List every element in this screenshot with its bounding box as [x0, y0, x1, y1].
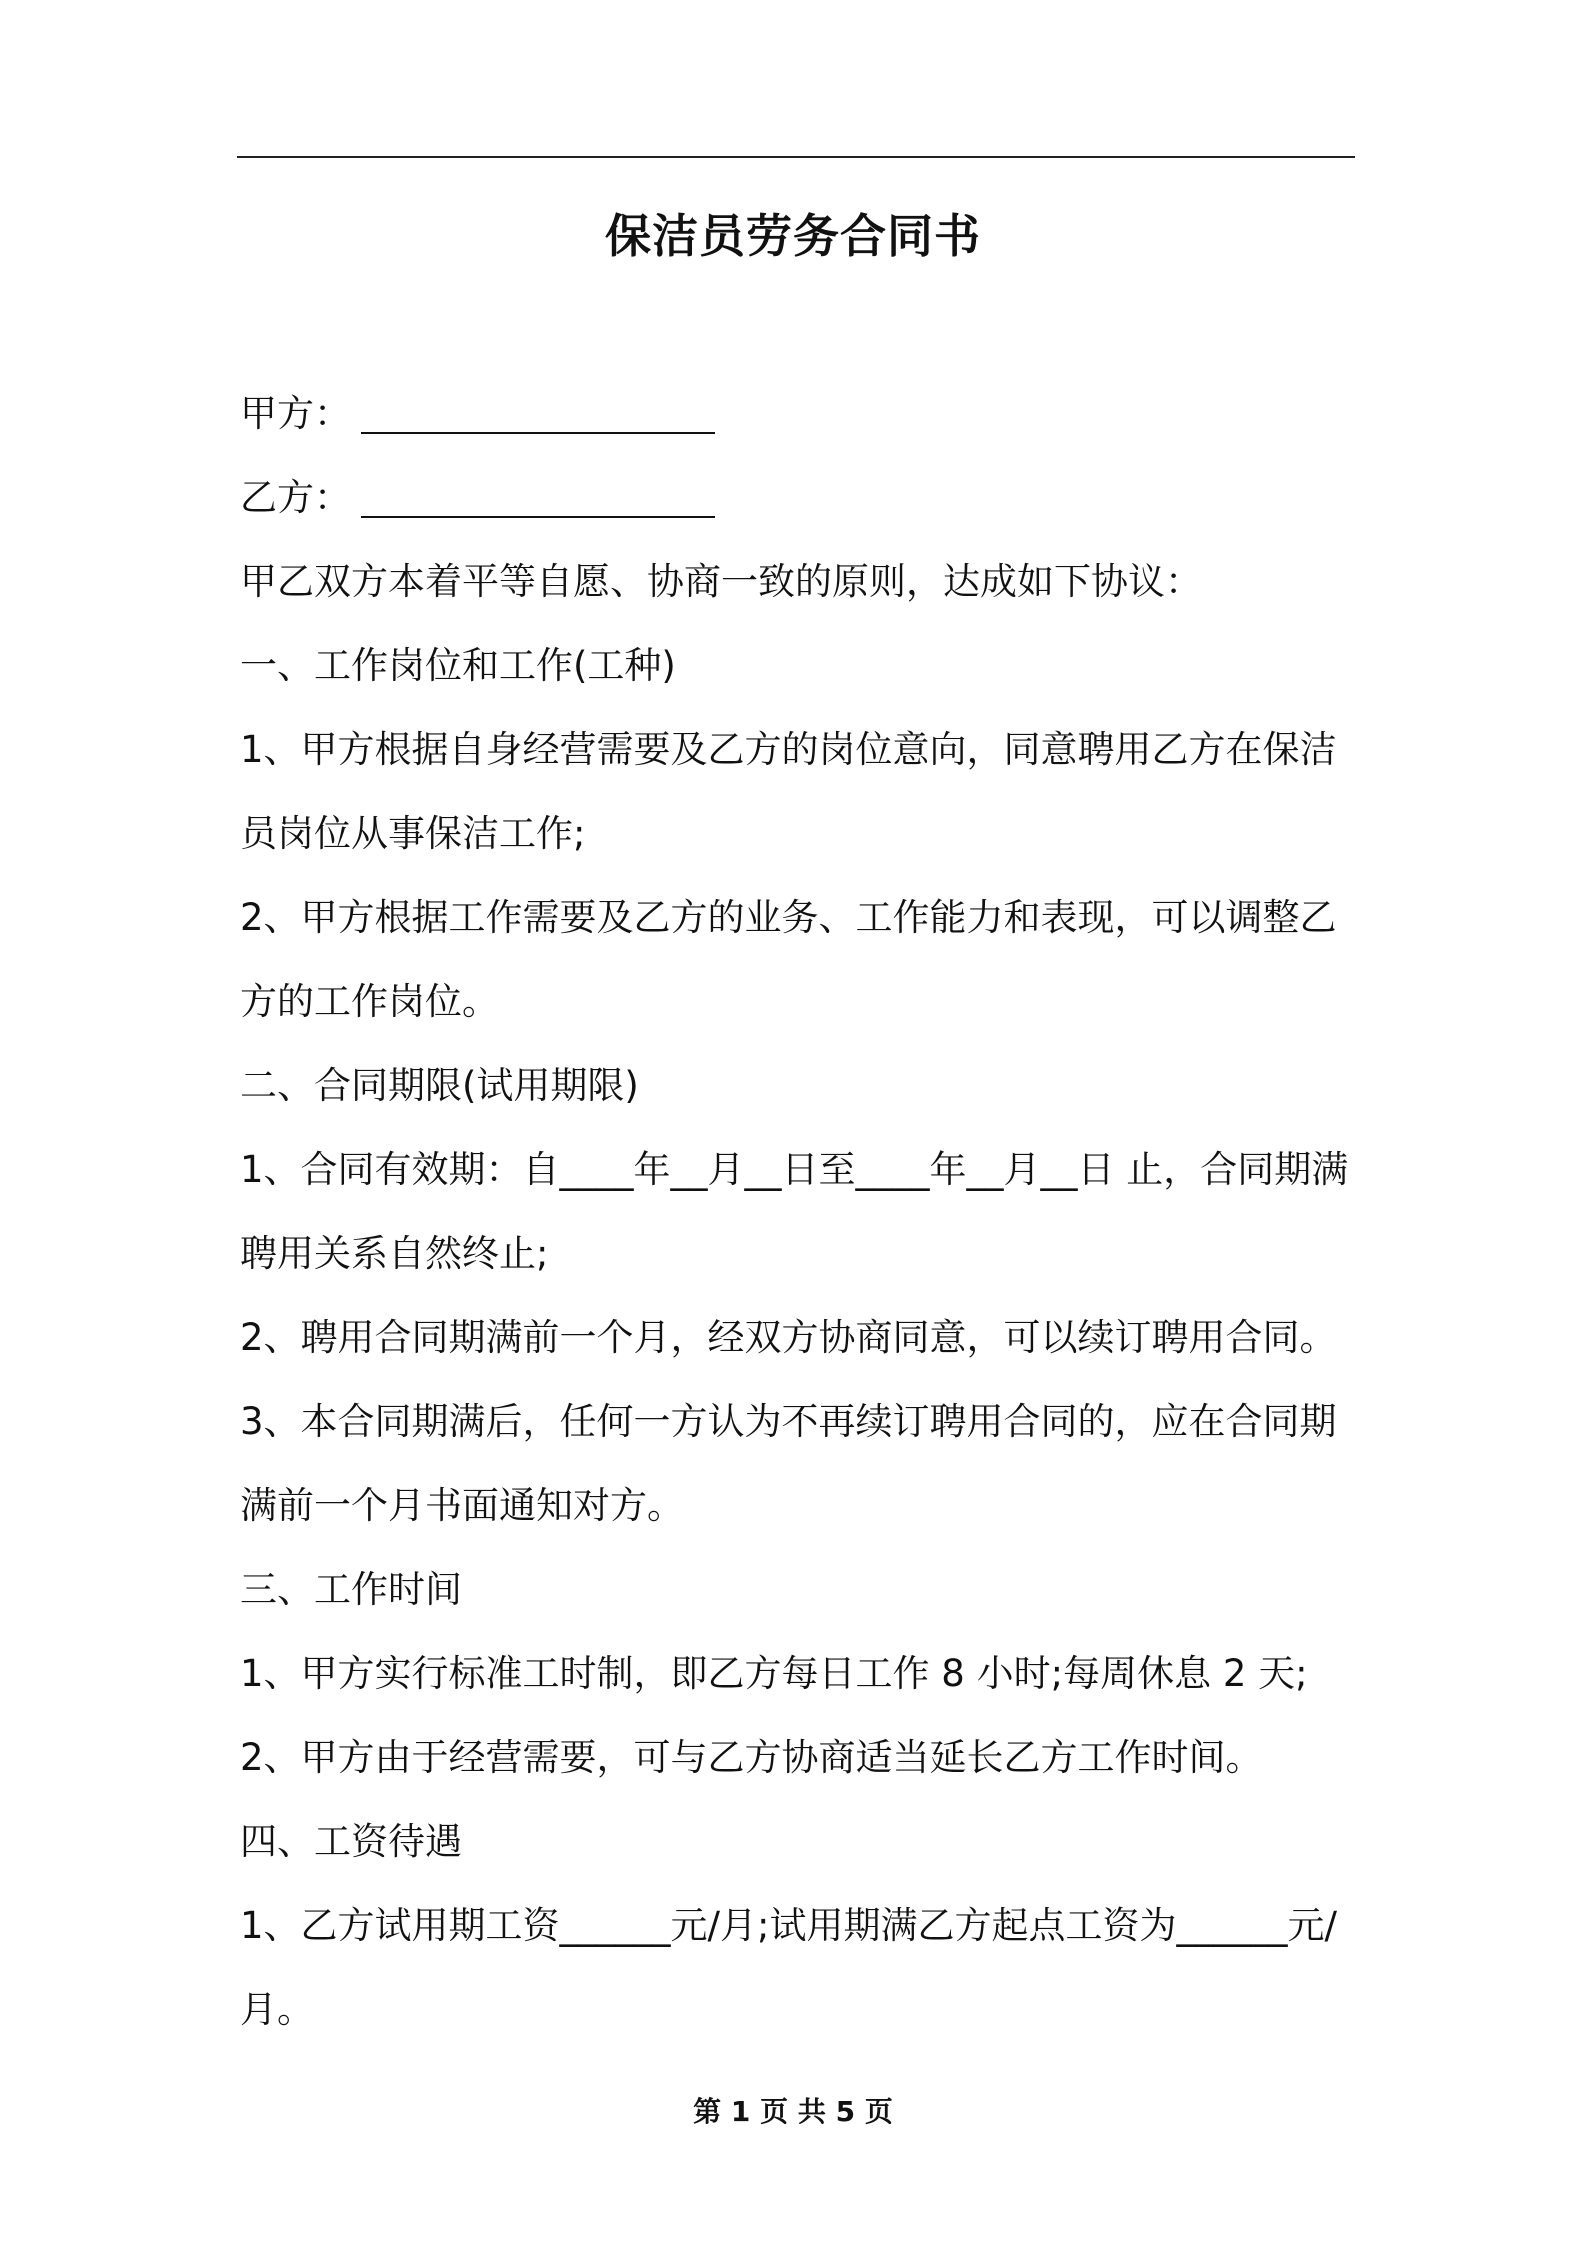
- party-b-label: 乙方：: [240, 476, 351, 519]
- party-a-blank: [361, 431, 715, 434]
- party-b-line: [240, 456, 1360, 540]
- party-b-blank: [361, 515, 715, 518]
- page-number: 第 1 页 共 5 页: [693, 2095, 893, 2128]
- clause-line: 1、合同有效期：自____年__月__日至____年__月__日 止，合同期满: [240, 1148, 1349, 1191]
- header-rule: [237, 156, 1355, 158]
- section-heading: 三、工作时间: [240, 1568, 462, 1611]
- clause-line: 方的工作岗位。: [240, 980, 499, 1023]
- clause-line: 月。: [240, 1988, 314, 2031]
- clause-line: 1、甲方根据自身经营需要及乙方的岗位意向，同意聘用乙方在保洁: [240, 728, 1337, 771]
- clause-line: 3、本合同期满后，任何一方认为不再续订聘用合同的，应在合同期: [240, 1400, 1337, 1443]
- clause-line: 聘用关系自然终止;: [240, 1232, 549, 1275]
- clause-line: 2、甲方由于经营需要，可与乙方协商适当延长乙方工作时间。: [240, 1736, 1263, 1779]
- clause-line: 2、甲方根据工作需要及乙方的业务、工作能力和表现，可以调整乙: [240, 896, 1337, 939]
- clause-line: 2、聘用合同期满前一个月，经双方协商同意，可以续订聘用合同。: [240, 1316, 1337, 1359]
- clause-line: 满前一个月书面通知对方。: [240, 1484, 684, 1527]
- section-heading: 二、合同期限(试用期限): [240, 1064, 639, 1107]
- party-a-label: 甲方：: [240, 392, 351, 435]
- section-heading: 一、工作岗位和工作(工种): [240, 644, 676, 687]
- clause-line: 1、乙方试用期工资______元/月;试用期满乙方起点工资为______元/: [240, 1904, 1337, 1947]
- clause-line: 1、甲方实行标准工时制，即乙方每日工作 8 小时;每周休息 2 天;: [240, 1652, 1308, 1695]
- party-a-line: [240, 372, 1360, 456]
- document-title: 保洁员劳务合同书: [605, 209, 981, 263]
- document-body: [240, 372, 1360, 2052]
- clause-line: 员岗位从事保洁工作;: [240, 812, 586, 855]
- preamble-line: 甲乙双方本着平等自愿、协商一致的原则，达成如下协议：: [240, 560, 1202, 603]
- section-heading: 四、工资待遇: [240, 1820, 462, 1863]
